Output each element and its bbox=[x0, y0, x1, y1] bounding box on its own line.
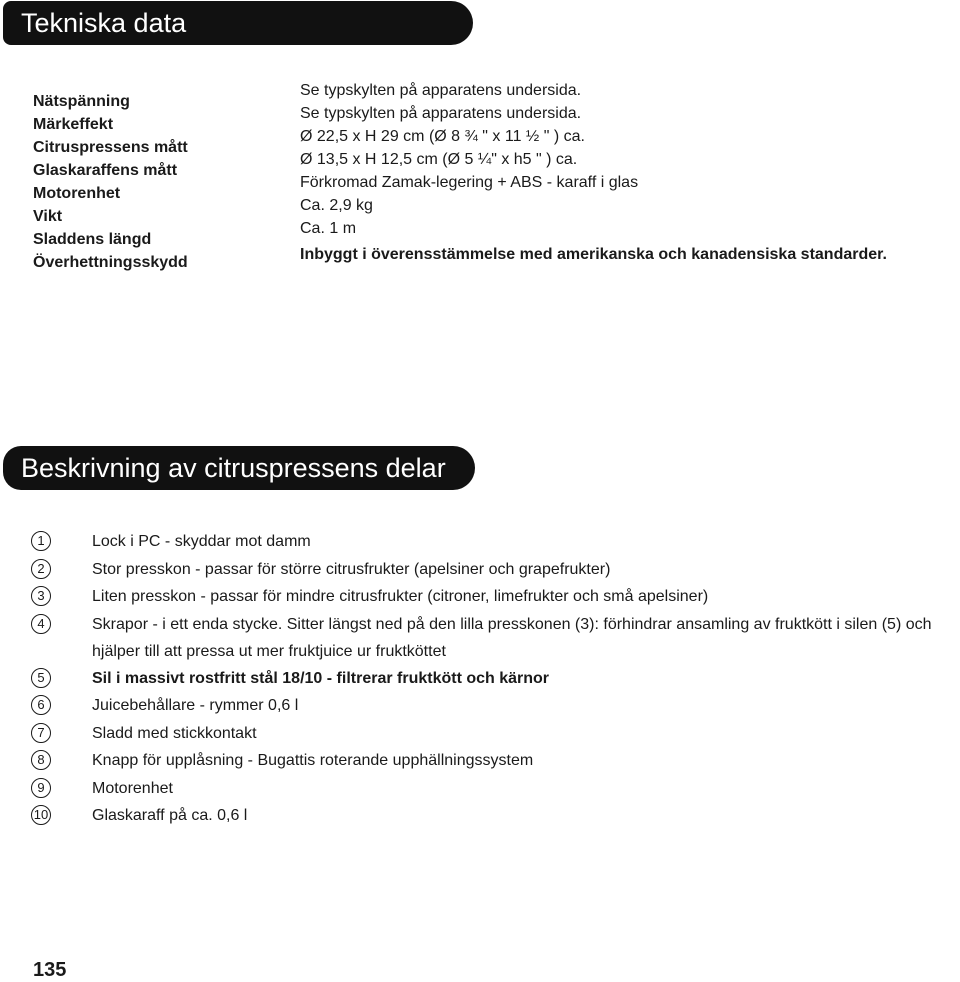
part-item bbox=[31, 775, 931, 803]
part-number-badge: 2 bbox=[31, 559, 51, 579]
spec-value: Se typskylten på apparatens undersida. bbox=[300, 105, 582, 122]
spec-label: Överhettningsskydd bbox=[33, 254, 188, 271]
spec-label: Glaskaraffens mått bbox=[33, 162, 178, 179]
spec-label: Märkeffekt bbox=[33, 116, 114, 133]
spec-labels bbox=[33, 90, 188, 274]
spec-value: Ca. 1 m bbox=[300, 220, 357, 237]
spec-value: Förkromad Zamak-legering + ABS - karaff i glas bbox=[300, 174, 639, 191]
spec-label: Motorenhet bbox=[33, 185, 121, 202]
part-item bbox=[31, 747, 931, 775]
spec-value: Ø 13,5 x H 12,5 cm (Ø 5 ¼" x h5 " ) ca. bbox=[300, 151, 578, 168]
part-item bbox=[31, 692, 931, 720]
part-description: Stor presskon - passar för större citrusfrukter (apelsiner och grapefrukter) bbox=[92, 560, 611, 578]
spec-value: Inbyggt i överensstämmelse med amerikanska och kanadensiska standarder. bbox=[300, 246, 887, 263]
part-description: Knapp för upplåsning - Bugattis roterande upphällningssystem bbox=[92, 752, 534, 769]
part-item bbox=[31, 720, 931, 748]
section-title-parts: Beskrivning av citruspressens delar bbox=[3, 446, 475, 490]
part-number-badge: 9 bbox=[31, 778, 51, 798]
part-number-badge: 10 bbox=[31, 805, 51, 825]
part-number-badge: 4 bbox=[31, 614, 51, 634]
part-item bbox=[31, 665, 931, 693]
part-number-badge: 7 bbox=[31, 723, 51, 743]
spec-label: Nätspänning bbox=[33, 93, 130, 110]
parts-list bbox=[31, 528, 931, 830]
part-number-badge: 3 bbox=[31, 586, 51, 606]
part-description: Glaskaraff på ca. 0,6 l bbox=[92, 807, 248, 824]
part-number-badge: 6 bbox=[31, 695, 51, 715]
part-number-badge: 5 bbox=[31, 668, 51, 688]
part-description: Sladd med stickkontakt bbox=[92, 724, 257, 742]
spec-value: Ø 22,5 x H 29 cm (Ø 8 ¾ " x 11 ½ " ) ca. bbox=[300, 128, 585, 145]
part-number-badge: 8 bbox=[31, 750, 51, 770]
part-description: Skrapor - i ett enda stycke. Sitter längst ned på den lilla presskonen (3): förhindrar ansamling av fruktkött i silen (5) och hjälper till att pressa ut mer fruktjuice ur fruktköttet bbox=[92, 615, 932, 660]
part-description: Liten presskon - passar för mindre citrusfrukter (citroner, limefrukter och små apelsiner) bbox=[92, 588, 709, 605]
spec-values bbox=[300, 79, 887, 266]
spec-value: Ca. 2,9 kg bbox=[300, 197, 373, 214]
spec-label: Citruspressens mått bbox=[33, 139, 188, 156]
spec-label: Sladdens längd bbox=[33, 231, 152, 248]
part-item bbox=[31, 528, 931, 556]
part-description: Lock i PC - skyddar mot damm bbox=[92, 533, 311, 550]
spec-value: Se typskylten på apparatens undersida. bbox=[300, 82, 582, 99]
part-description: Juicebehållare - rymmer 0,6 l bbox=[92, 697, 299, 714]
part-item bbox=[31, 556, 931, 584]
page-number: 135 bbox=[33, 959, 67, 981]
part-item bbox=[31, 583, 931, 611]
section-title-technical-data: Tekniska data bbox=[3, 1, 473, 45]
part-description: Motorenhet bbox=[92, 779, 173, 797]
part-item bbox=[31, 802, 931, 830]
part-item bbox=[31, 611, 931, 665]
spec-label: Vikt bbox=[33, 208, 63, 225]
part-description: Sil i massivt rostfritt stål 18/10 - filtrerar fruktkött och kärnor bbox=[92, 669, 550, 687]
part-number-badge: 1 bbox=[31, 531, 51, 551]
